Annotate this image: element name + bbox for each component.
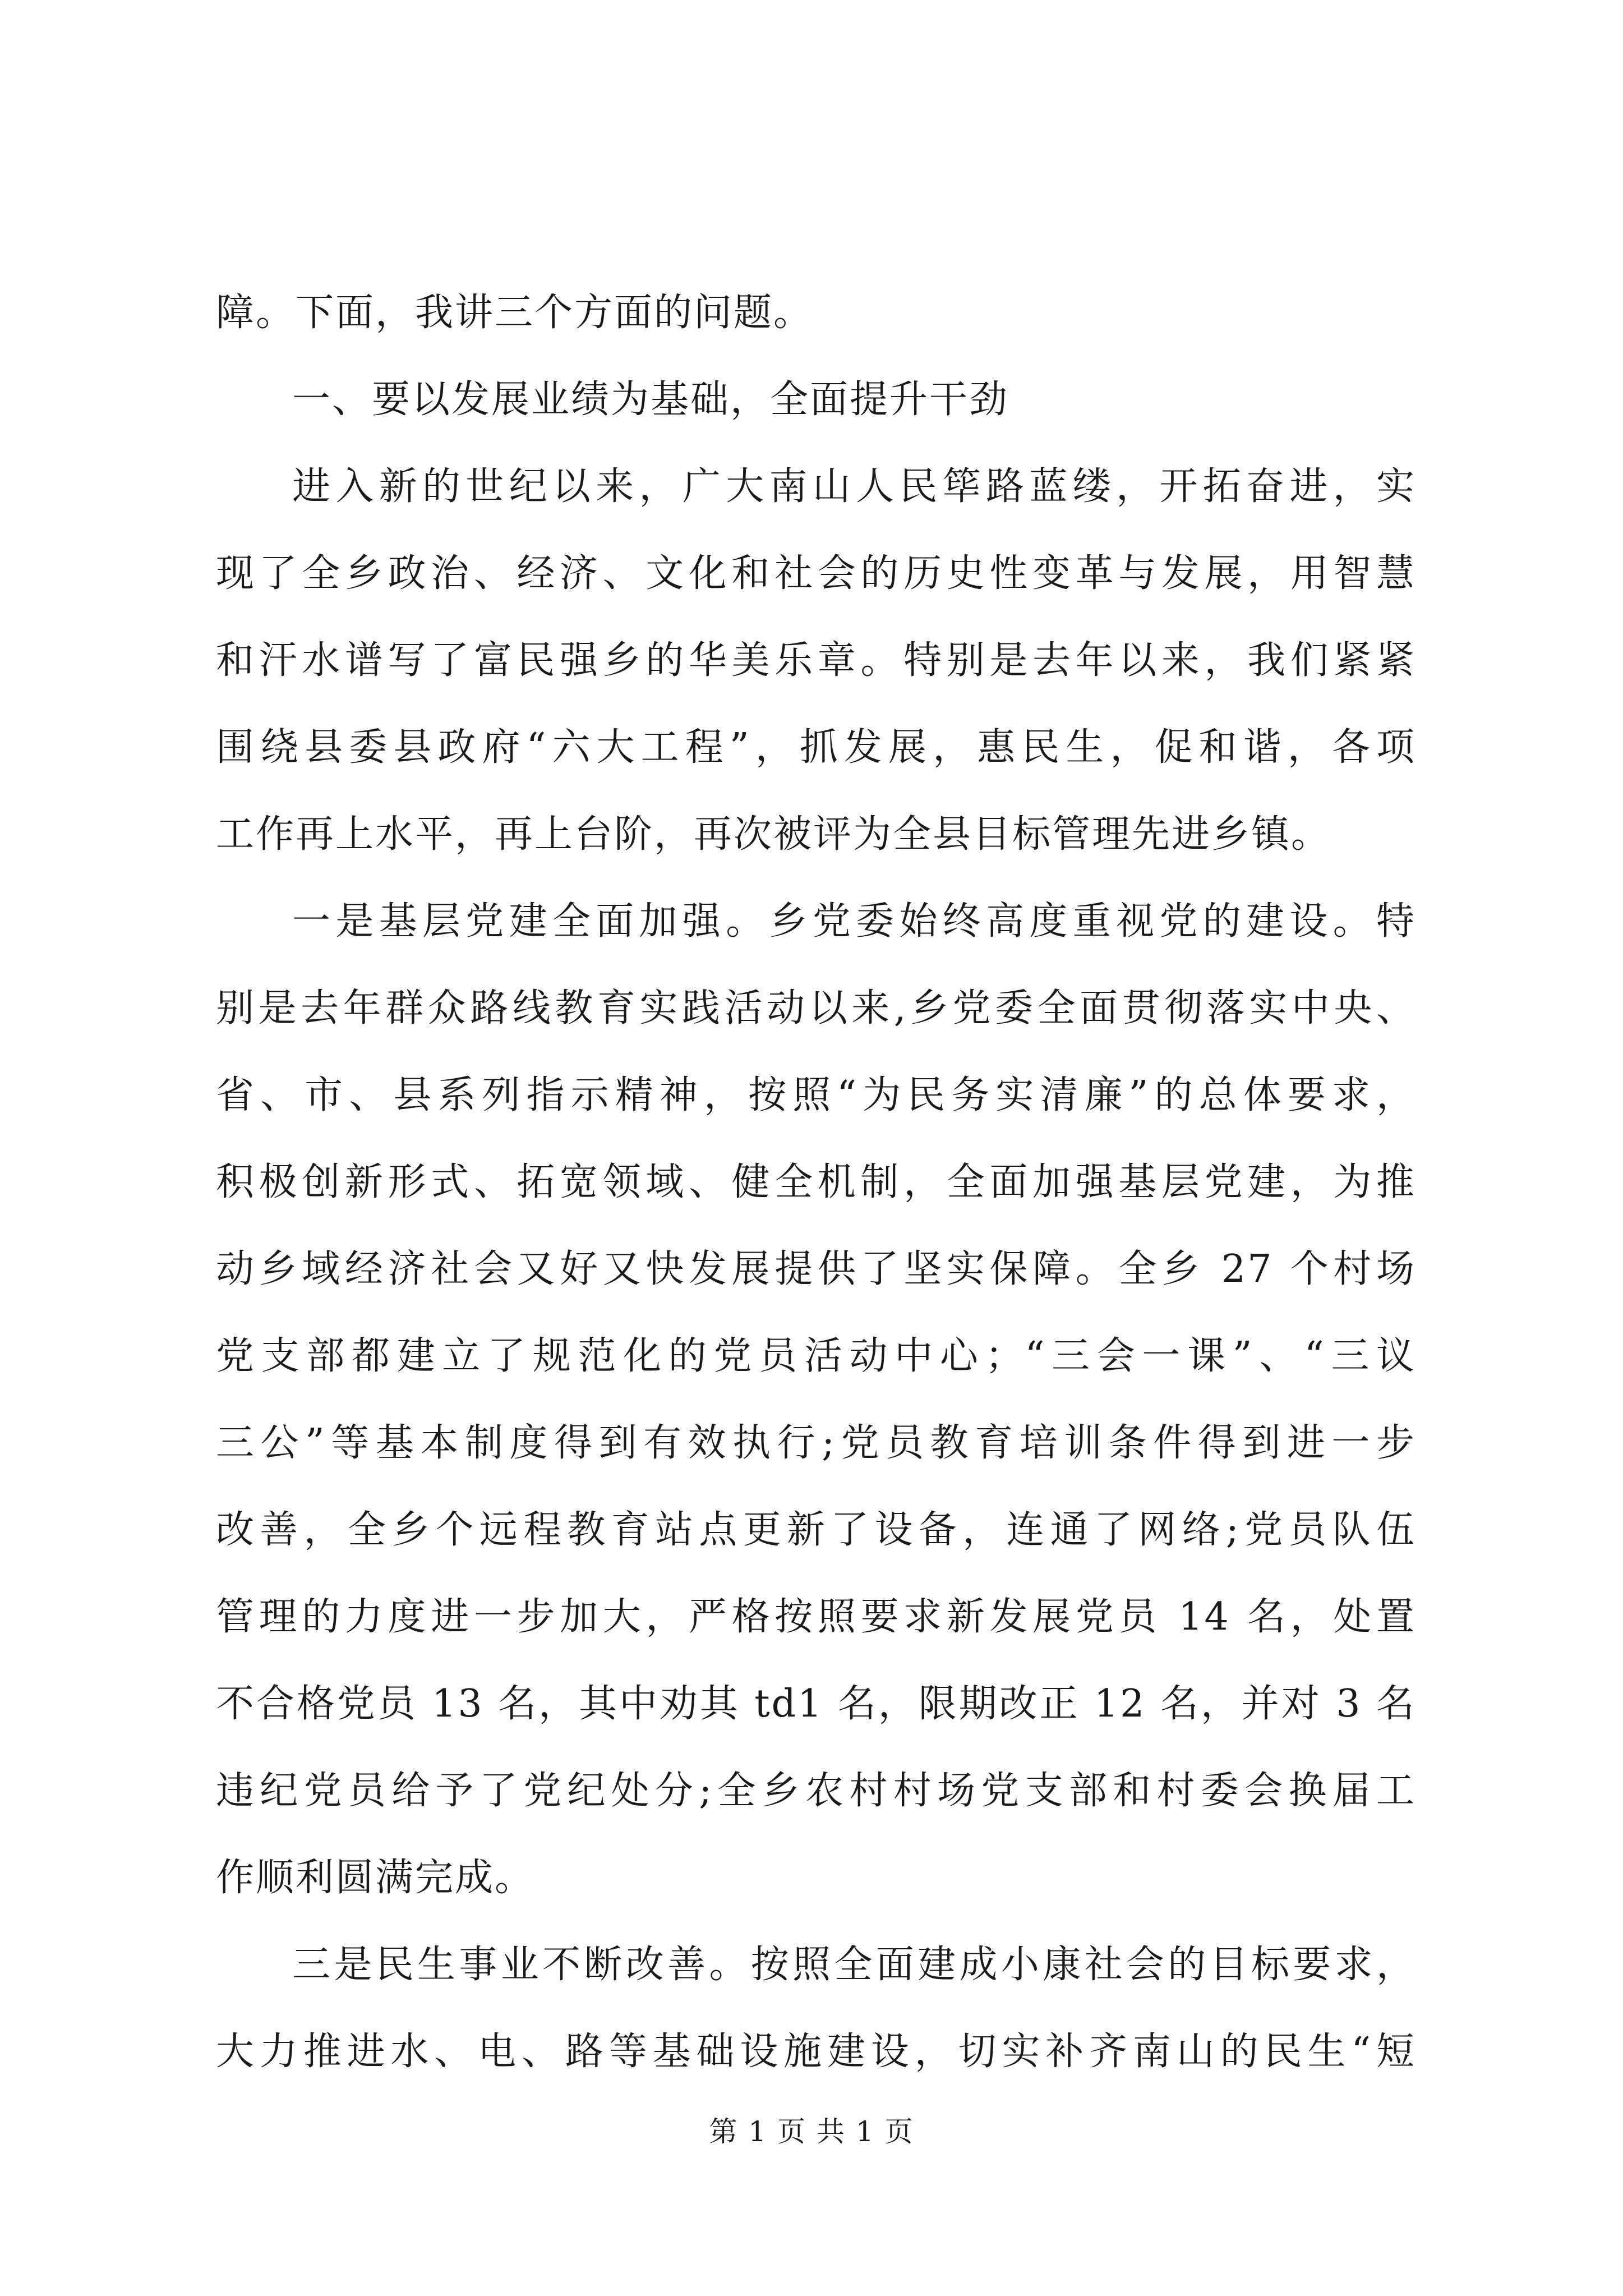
paragraph-line: 省、市、县系列指示精神，按照“为民务实清廉”的总体要求， <box>216 1073 1416 1117</box>
paragraph-line: 三是民生事业不断改善。按照全面建成小康社会的目标要求， <box>292 1943 1416 1987</box>
paragraph-line: 围绕县委县政府“六大工程”，抓发展，惠民生，促和谐，各项 <box>216 725 1416 770</box>
paragraph-line: 动乡域经济社会又好又快发展提供了坚实保障。全乡 27 个村场 <box>216 1247 1416 1291</box>
paragraph-line: 别是去年群众路线教育实践活动以来,乡党委全面贯彻落实中央、 <box>216 986 1416 1030</box>
paragraph-line: 一是基层党建全面加强。乡党委始终高度重视党的建设。特 <box>292 899 1416 944</box>
document-body <box>216 269 1416 2095</box>
paragraph-line: 现了全乡政治、经济、文化和社会的历史性变革与发展，用智慧 <box>216 551 1416 596</box>
paragraph-line: 违纪党员给予了党纪处分;全乡农村村场党支部和村委会换届工 <box>216 1769 1416 1813</box>
paragraph-line: 进入新的世纪以来，广大南山人民筚路蓝缕，开拓奋进，实 <box>292 464 1416 509</box>
paragraph-line: 管理的力度进一步加大，严格按照要求新发展党员 14 名，处置 <box>216 1595 1416 1639</box>
paragraph-line: 大力推进水、电、路等基础设施建设，切实补齐南山的民生“短 <box>216 2030 1416 2074</box>
paragraph-line: 和汗水谱写了富民强乡的华美乐章。特别是去年以来，我们紧紧 <box>216 638 1416 683</box>
paragraph-line: 三公”等基本制度得到有效执行;党员教育培训条件得到进一步 <box>216 1421 1416 1465</box>
paragraph-line: 改善，全乡个远程教育站点更新了设备，连通了网络;党员队伍 <box>216 1508 1416 1552</box>
paragraph-line: 作顺利圆满完成。 <box>216 1856 535 1900</box>
paragraph-line: 积极创新形式、拓宽领域、健全机制，全面加强基层党建，为推 <box>216 1160 1416 1204</box>
paragraph-line: 障。下面，我讲三个方面的问题。 <box>216 291 814 335</box>
paragraph-line: 工作再上水平，再上台阶，再次被评为全县目标管理先进乡镇。 <box>216 812 1331 857</box>
paragraph-line: 不合格党员 13 名，其中劝其 td1 名，限期改正 12 名，并对 3 名 <box>216 1682 1416 1726</box>
section-heading: 一、要以发展业绩为基础，全面提升干劲 <box>292 378 1009 422</box>
page-footer: 第 1 页 共 1 页 <box>709 2115 914 2148</box>
paragraph-line: 党支部都建立了规范化的党员活动中心；“三会一课”、“三议 <box>216 1334 1416 1378</box>
